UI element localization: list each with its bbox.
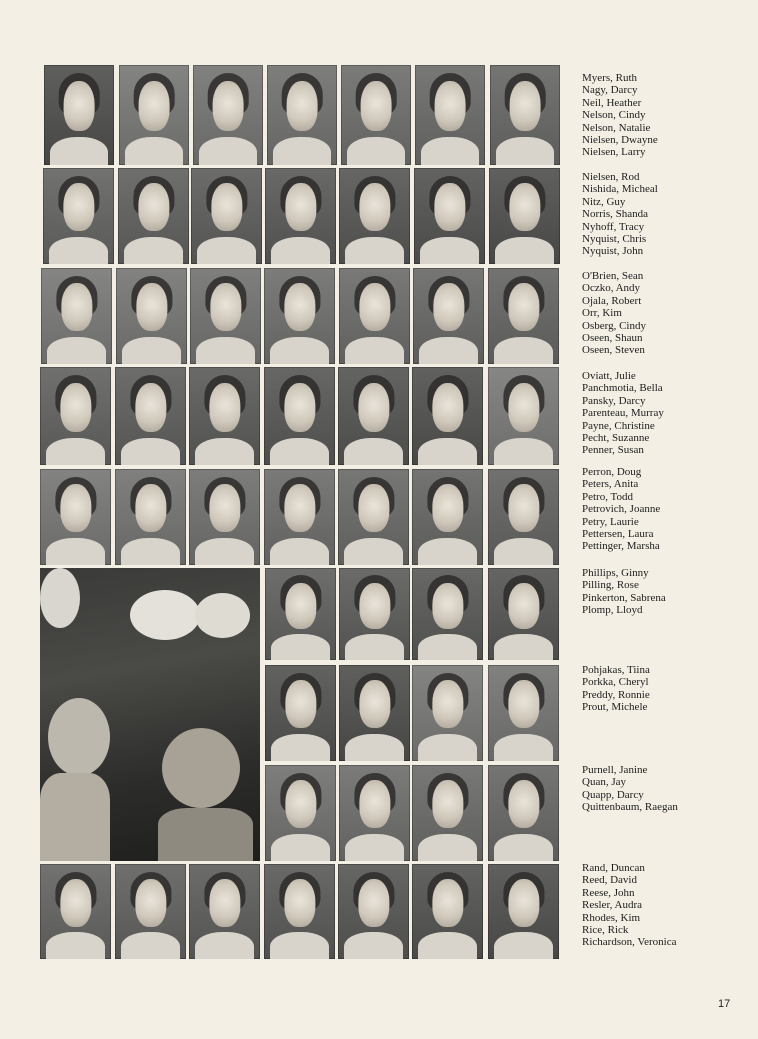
student-portrait <box>488 268 559 364</box>
student-portrait <box>191 168 262 264</box>
student-name: Pettinger, Marsha <box>582 540 660 553</box>
student-name: Nyquist, John <box>582 245 644 258</box>
student-portrait <box>489 168 560 264</box>
student-name: Oseen, Shaun <box>582 332 643 345</box>
student-portrait <box>118 168 189 264</box>
student-name: Ojala, Robert <box>582 294 642 307</box>
name-group <box>582 862 752 949</box>
student-name: Nagy, Darcy <box>582 84 638 97</box>
student-portrait <box>488 367 559 465</box>
student-name: Oseen, Steven <box>582 344 645 357</box>
student-name: Nyquist, Chris <box>582 233 647 246</box>
student-portrait <box>264 268 335 364</box>
student-portrait <box>412 568 483 660</box>
student-portrait <box>339 268 410 364</box>
student-name: Preddy, Ronnie <box>582 688 650 701</box>
student-name: Peters, Anita <box>582 478 639 491</box>
name-group <box>582 72 752 159</box>
student-name: Prout, Michele <box>582 701 648 714</box>
student-name: Oczko, Andy <box>582 282 641 295</box>
student-name: Nitz, Guy <box>582 195 626 208</box>
student-name: Orr, Kim <box>582 307 622 320</box>
student-portrait <box>265 665 336 761</box>
student-portrait <box>115 864 186 959</box>
student-portrait <box>115 367 186 465</box>
student-name: Panchmotia, Bella <box>582 382 663 395</box>
student-portrait <box>413 268 484 364</box>
student-name: Payne, Christine <box>582 419 655 432</box>
student-portrait <box>41 268 112 364</box>
student-portrait <box>488 864 559 959</box>
student-portrait <box>412 765 483 861</box>
student-name: Penner, Susan <box>582 444 644 457</box>
student-portrait <box>415 65 485 165</box>
student-portrait <box>339 765 410 861</box>
student-portrait <box>338 469 409 565</box>
student-portrait <box>488 665 559 761</box>
student-name: Neil, Heather <box>582 96 642 109</box>
name-group <box>582 370 752 457</box>
student-portrait <box>412 864 483 959</box>
student-portrait <box>116 268 187 364</box>
student-name: Parenteau, Murray <box>582 407 664 420</box>
student-portrait <box>264 469 335 565</box>
student-name: Porkka, Cheryl <box>582 676 649 689</box>
student-name: Norris, Shanda <box>582 208 648 221</box>
student-name: Petry, Laurie <box>582 515 639 528</box>
student-name: Perron, Doug <box>582 466 642 478</box>
student-portrait <box>190 268 261 364</box>
student-portrait <box>490 65 560 165</box>
student-name: Phillips, Ginny <box>582 567 649 579</box>
student-portrait <box>338 367 409 465</box>
student-portrait <box>338 864 409 959</box>
student-portrait <box>264 864 335 959</box>
student-portrait <box>44 65 114 165</box>
student-name: Rhodes, Kim <box>582 911 641 924</box>
student-portrait <box>264 367 335 465</box>
student-name: Nielsen, Larry <box>582 146 646 159</box>
student-name: Rand, Duncan <box>582 862 645 874</box>
student-portrait <box>267 65 337 165</box>
student-name: Pansky, Darcy <box>582 394 646 407</box>
student-portrait <box>115 469 186 565</box>
student-portrait <box>339 568 410 660</box>
student-name: Nelson, Cindy <box>582 109 646 122</box>
student-name: Petro, Todd <box>582 490 633 503</box>
student-name: Myers, Ruth <box>582 72 637 84</box>
student-portrait <box>40 469 111 565</box>
student-portrait <box>412 665 483 761</box>
student-name: Oviatt, Julie <box>582 370 636 382</box>
student-name: Nielsen, Rod <box>582 171 640 183</box>
name-group <box>582 270 752 357</box>
student-portrait <box>43 168 114 264</box>
student-portrait <box>189 367 260 465</box>
student-name: Pohjakas, Tiina <box>582 664 650 676</box>
page-number: 17 <box>718 998 731 1010</box>
student-portrait <box>40 367 111 465</box>
student-name: Nielsen, Dwayne <box>582 134 658 147</box>
student-portrait <box>488 765 559 861</box>
student-name: Petrovich, Joanne <box>582 503 661 516</box>
name-group <box>582 466 752 553</box>
name-group <box>582 171 752 258</box>
student-portrait <box>341 65 411 165</box>
student-name: Quan, Jay <box>582 776 626 789</box>
student-name: Purnell, Janine <box>582 764 648 776</box>
student-portrait <box>488 568 559 660</box>
student-portrait <box>265 568 336 660</box>
student-name: Rice, Rick <box>582 924 629 937</box>
student-portrait <box>265 168 336 264</box>
student-name: Nyhoff, Tracy <box>582 220 645 233</box>
name-group <box>582 567 752 617</box>
student-name: Pinkerton, Sabrena <box>582 591 666 604</box>
student-name: Reed, David <box>582 874 637 887</box>
student-portrait <box>412 469 483 565</box>
student-name: Quapp, Darcy <box>582 788 644 801</box>
candid-photo <box>40 568 260 861</box>
name-group <box>582 764 752 814</box>
student-portrait <box>189 469 260 565</box>
student-name: Pettersen, Laura <box>582 528 654 541</box>
student-name: Pilling, Rose <box>582 579 639 592</box>
student-name: Richardson, Veronica <box>582 936 677 949</box>
name-group <box>582 664 752 714</box>
student-portrait <box>189 864 260 959</box>
student-portrait <box>193 65 263 165</box>
student-name: Osberg, Cindy <box>582 319 646 332</box>
student-portrait <box>40 864 111 959</box>
student-name: Reese, John <box>582 886 635 899</box>
student-name: Resler, Audra <box>582 899 643 912</box>
student-name: Quittenbaum, Raegan <box>582 801 678 814</box>
student-portrait <box>339 168 410 264</box>
student-portrait <box>412 367 483 465</box>
student-portrait <box>339 665 410 761</box>
student-name: Pecht, Suzanne <box>582 432 650 445</box>
student-name: Nelson, Natalie <box>582 121 651 134</box>
student-portrait <box>119 65 189 165</box>
student-portrait <box>414 168 485 264</box>
student-name: O'Brien, Sean <box>582 270 644 282</box>
student-portrait <box>265 765 336 861</box>
student-name: Nishida, Micheal <box>582 183 658 196</box>
student-name: Plomp, Lloyd <box>582 604 643 617</box>
student-portrait <box>488 469 559 565</box>
